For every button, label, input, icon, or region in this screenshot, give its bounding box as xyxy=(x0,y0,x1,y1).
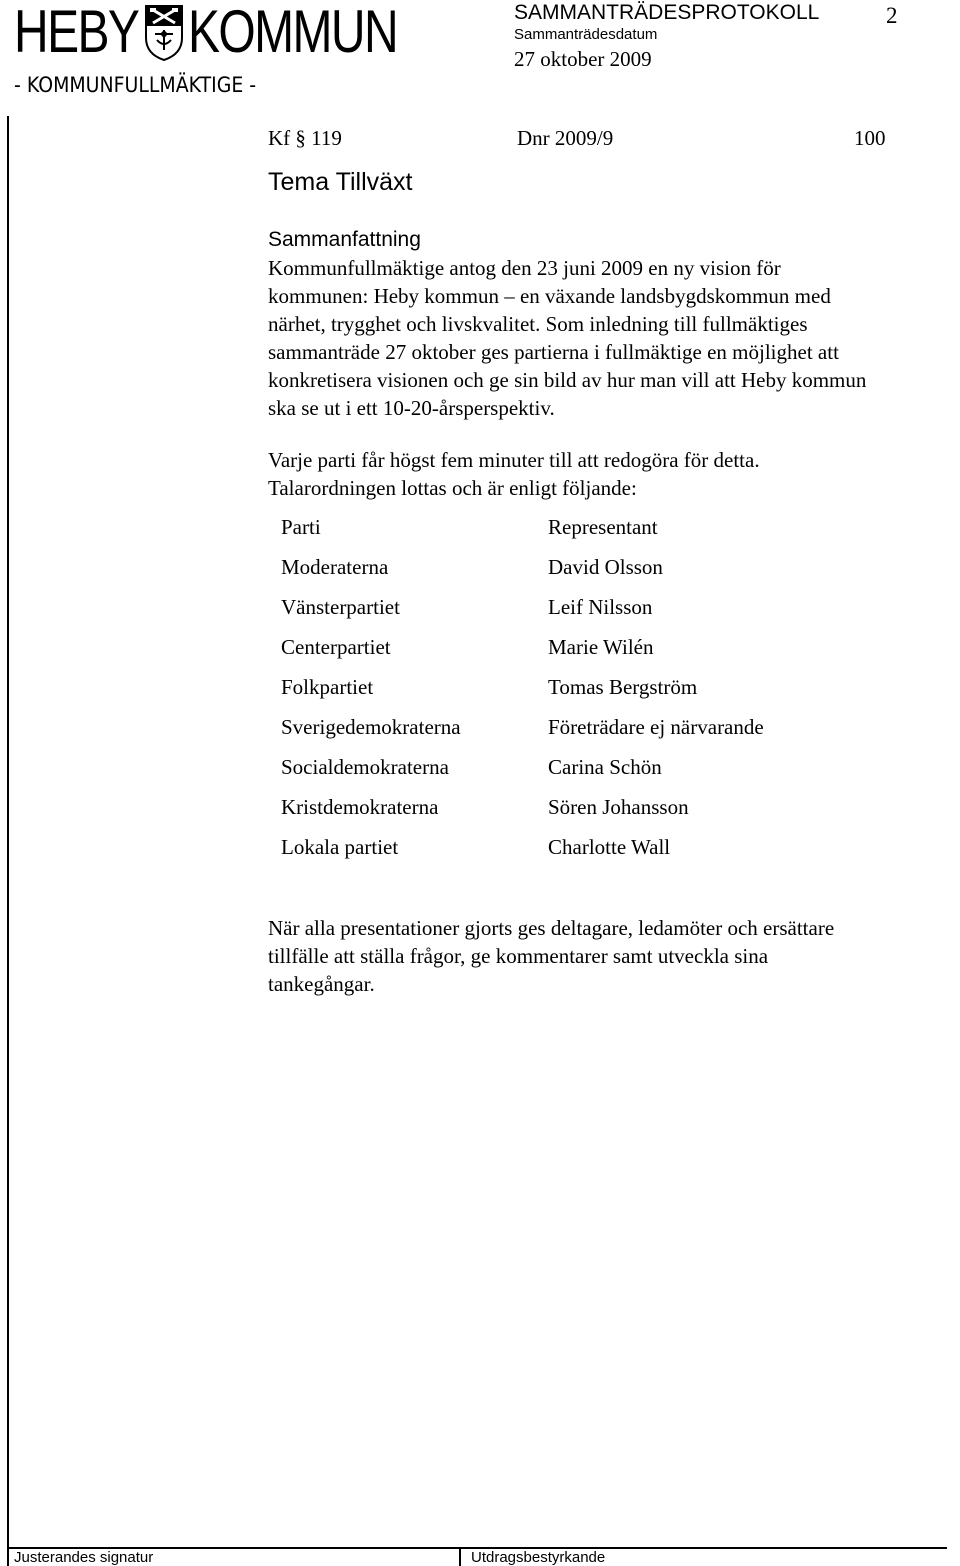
column-header-representative: Representant xyxy=(548,515,658,539)
summary-heading: Sammanfattning xyxy=(268,228,421,251)
representative-name: Sören Johansson xyxy=(548,795,689,819)
summary-line: ska se ut i ett 10-20-årsperspektiv. xyxy=(268,396,555,420)
extract-certification-label: Utdragsbestyrkande xyxy=(471,1549,606,1566)
summary-line: Kommunfullmäktige antog den 23 juni 2009 en ny vision för xyxy=(268,256,781,280)
party-name: Folkpartiet xyxy=(281,675,374,699)
summary-line: konkretisera visionen och ge sin bild av hur man vill att Heby kommun xyxy=(268,368,867,392)
representative-name: Leif Nilsson xyxy=(548,595,653,619)
logo-subtitle: - KOMMUNFULLMÄKTIGE - xyxy=(14,73,257,97)
document-type: SAMMANTRÄDESPROTOKOLL xyxy=(514,1,820,24)
party-name: Moderaterna xyxy=(281,555,389,579)
representative-name: Tomas Bergström xyxy=(548,675,698,699)
summary-line: sammanträde 27 oktober ges partierna i fullmäktige en möjlighet att xyxy=(268,340,839,364)
coat-of-arms-icon xyxy=(144,4,184,62)
representative-name: Företrädare ej närvarande xyxy=(548,715,764,739)
diary-number: Dnr 2009/9 xyxy=(517,126,614,150)
closing-text xyxy=(268,914,834,998)
closing-line: tillfälle att ställa frågor, ge kommentarer samt utveckla sina xyxy=(268,944,769,968)
instructions-line: Varje parti får högst fem minuter till att redogöra för detta. xyxy=(268,448,760,472)
meeting-date-label: Sammanträdesdatum xyxy=(514,26,658,43)
party-name: Socialdemokraterna xyxy=(281,755,449,779)
closing-line: När alla presentationer gjorts ges deltagare, ledamöter och ersättare xyxy=(268,916,835,940)
summary-text xyxy=(268,254,866,422)
representative-name: Carina Schön xyxy=(548,755,662,779)
party-name: Vänsterpartiet xyxy=(281,595,400,619)
summary-line: kommunen: Heby kommun – en växande landsbygdskommun med xyxy=(268,284,831,308)
instructions-text xyxy=(268,446,760,502)
classification-code: 100 xyxy=(854,126,886,150)
left-margin-rule xyxy=(7,116,9,1566)
paragraph-number: Kf § 119 xyxy=(268,126,342,150)
representative-name: Charlotte Wall xyxy=(548,835,671,859)
party-name: Lokala partiet xyxy=(281,835,399,859)
summary-line: närhet, trygghet och livskvalitet. Som inledning till fullmäktiges xyxy=(268,312,808,336)
meeting-date: 27 oktober 2009 xyxy=(514,47,652,71)
column-header-party: Parti xyxy=(281,515,321,539)
signature-label: Justerandes signatur xyxy=(14,1549,154,1566)
representative-name: David Olsson xyxy=(548,555,663,579)
page-number: 2 xyxy=(886,3,898,28)
closing-line: tankegångar. xyxy=(268,972,375,996)
party-name: Kristdemokraterna xyxy=(281,795,439,819)
item-title: Tema Tillväxt xyxy=(268,168,413,196)
logo-kommun: KOMMUN xyxy=(188,0,398,65)
representative-name: Marie Wilén xyxy=(548,635,654,659)
instructions-line: Talarordningen lottas och är enligt följande: xyxy=(268,476,637,500)
logo-heby: HEBY xyxy=(14,0,139,65)
party-name: Centerpartiet xyxy=(281,635,391,659)
footer-divider xyxy=(459,1547,461,1566)
party-name: Sverigedemokraterna xyxy=(281,715,461,739)
